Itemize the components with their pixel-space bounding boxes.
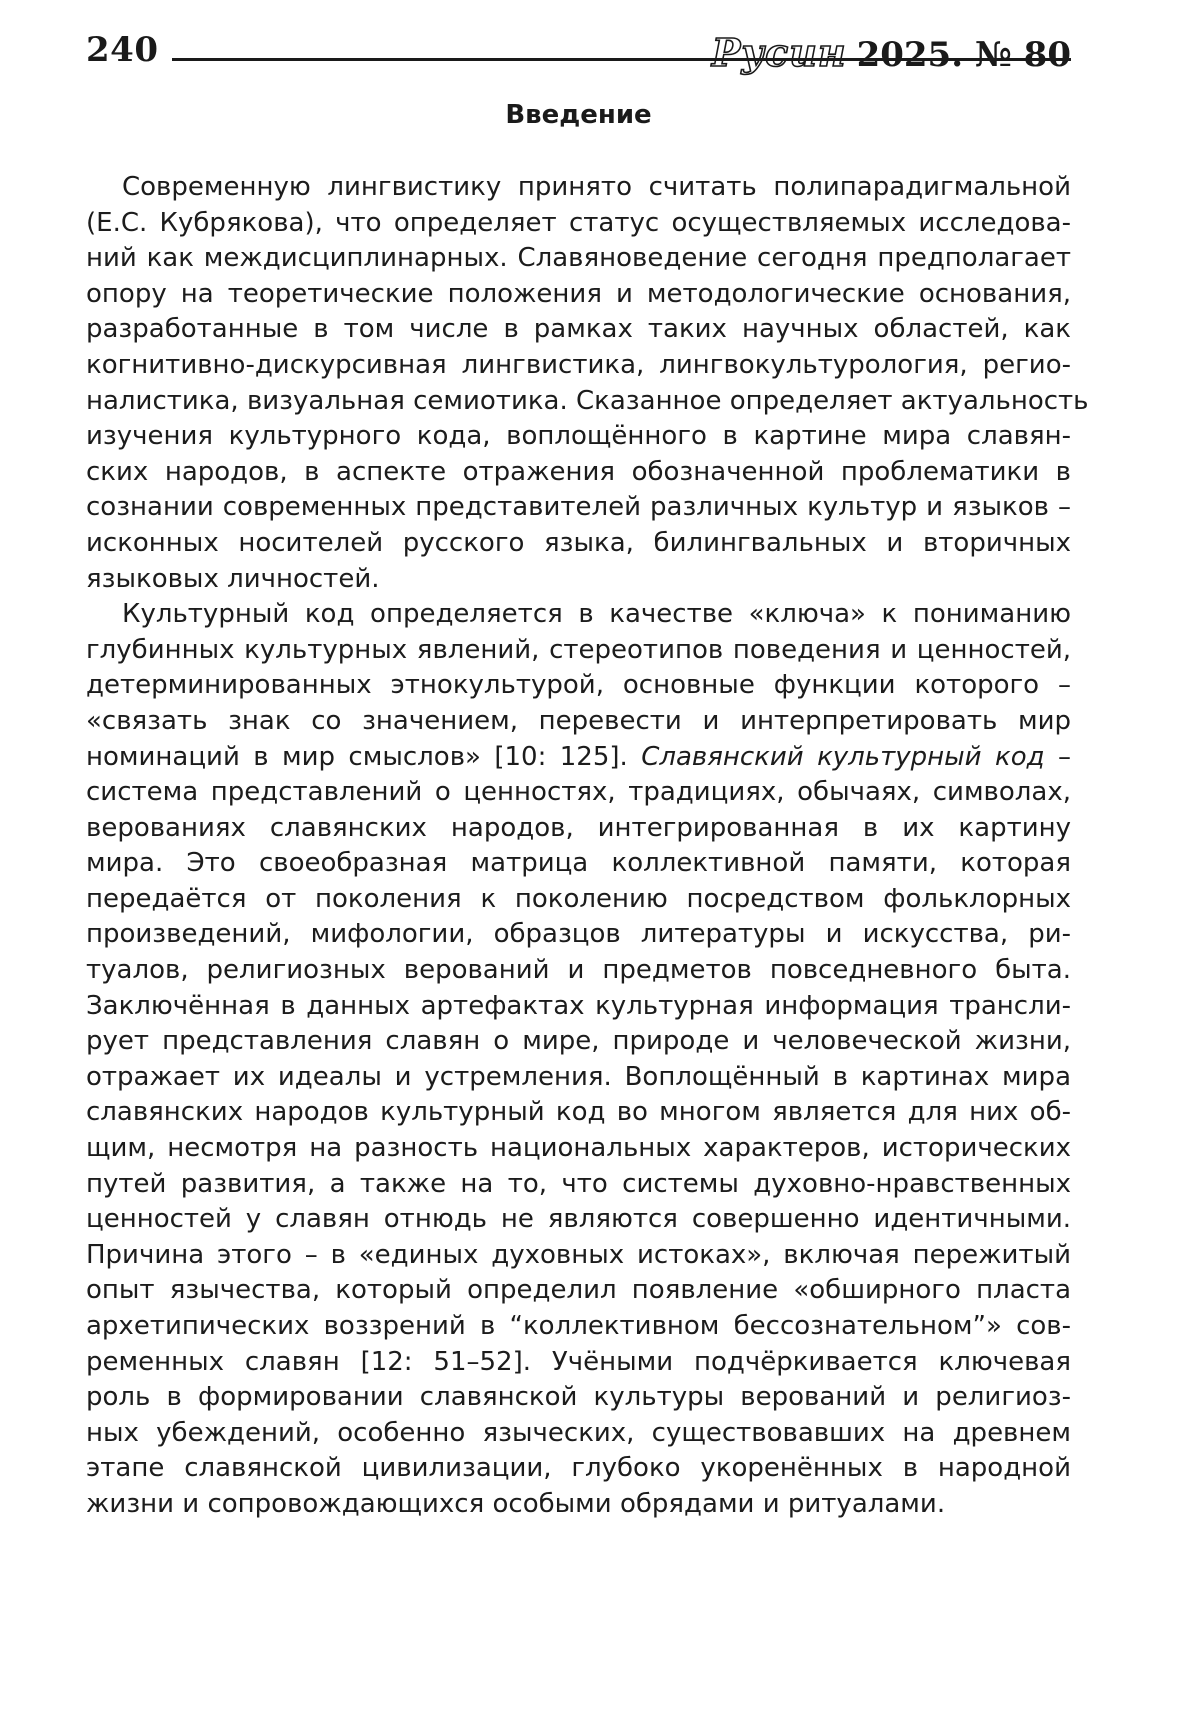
term-dash: – [1044,741,1072,772]
body-text [86,170,1089,1523]
journal-logo: Русин [711,30,847,75]
text-line: сознании современных представителей различных культур и языков – [86,492,1071,523]
paragraph [86,597,1071,1522]
text-line: «связать знак со значением, перевести и интерпретировать мир [86,705,1071,736]
text-line: Причина этого – в «единых духовных истоках», включая пережитый [86,1239,1071,1270]
text-segment: номинаций в мир смыслов» [10: 125]. [86,741,642,772]
text-line: исконных носителей русского языка, билингвальных и вторичных [86,527,1071,558]
text-line: путей развития, а также на то, что системы духовно-нравственных [86,1168,1071,1199]
text-line: ских народов, в аспекте отражения обозначенной проблематики в [86,456,1071,487]
text-line: Культурный код определяется в качестве «ключа» к пониманию [122,599,1071,630]
text-line: ременных славян [12: 51–52]. Учёными подчёркивается ключевая [86,1346,1071,1377]
text-line: ценностей у славян отнюдь не являются совершенно идентичными. [86,1204,1071,1235]
text-line: система представлений о ценностях, традициях, обычаях, символах, [86,777,1071,808]
text-line: ний как междисциплинарных. Славяноведение сегодня предполагает [86,243,1071,274]
text-line: Современную лингвистику принято считать полипарадигмальной [122,172,1071,202]
page-number: 240 [86,30,159,70]
italic-term: Славянский культурный код [641,741,1045,772]
text-line: опору на теоретические положения и методологические основания, [86,278,1071,309]
text-line: щим, несмотря на разность национальных характеров, исторических [86,1133,1071,1164]
header-rule [172,58,1071,61]
text-line: налистика, визуальная семиотика. Сказанное определяет актуальность [86,385,1089,416]
text-line: рует представления славян о мире, природе и человеческой жизни, [86,1026,1071,1057]
section-title: Введение [505,100,652,130]
text-line: ных убеждений, особенно языческих, существовавших на древнем [86,1417,1071,1448]
text-line: архетипических воззрений в “коллективном бессознательном”» сов- [86,1311,1071,1341]
text-line: этапе славянской цивилизации, глубоко укоренённых в народной [86,1453,1071,1484]
text-line: туалов, религиозных верований и предметов повседневного быта. [86,955,1071,986]
text-line [86,740,1071,776]
text-line: глубинных культурных явлений, стереотипов поведения и ценностей, [86,634,1071,665]
text-line: разработанные в том числе в рамках таких научных областей, как [86,314,1071,345]
text-line: верованиях славянских народов, интегрированная в их картину [86,812,1071,843]
page-header [86,18,1071,80]
text-line: языковых личностей. [86,563,380,594]
journal-title [712,30,1071,75]
text-line: Заключённая в данных артефактах культурная информация трансли- [86,990,1071,1021]
paragraph [86,170,1089,597]
text-line: детерминированных этнокультурой, основные функции которого – [86,670,1071,701]
text-line: отражает их идеалы и устремления. Воплощённый в картинах мира [86,1061,1071,1092]
text-line: славянских народов культурный код во многом является для них об- [86,1097,1071,1128]
text-line: мира. Это своеобразная матрица коллективной памяти, которая [86,848,1071,879]
journal-issue: 2025. № 80 [856,35,1071,75]
text-line: когнитивно-дискурсивная лингвистика, лингвокультурология, регио- [86,349,1071,380]
text-line: (Е.С. Кубрякова), что определяет статус осуществляемых исследова- [86,207,1071,238]
text-line: жизни и сопровождающихся особыми обрядами и ритуалами. [86,1488,946,1519]
text-line: передаётся от поколения к поколению посредством фольклорных [86,883,1071,914]
text-line: роль в формировании славянской культуры верований и религиоз- [86,1382,1071,1413]
text-line: произведений, мифологии, образцов литературы и искусства, ри- [86,919,1071,950]
text-line: опыт язычества, который определил появление «обширного пласта [86,1275,1071,1306]
text-line: изучения культурного кода, воплощённого в картине мира славян- [86,421,1071,452]
